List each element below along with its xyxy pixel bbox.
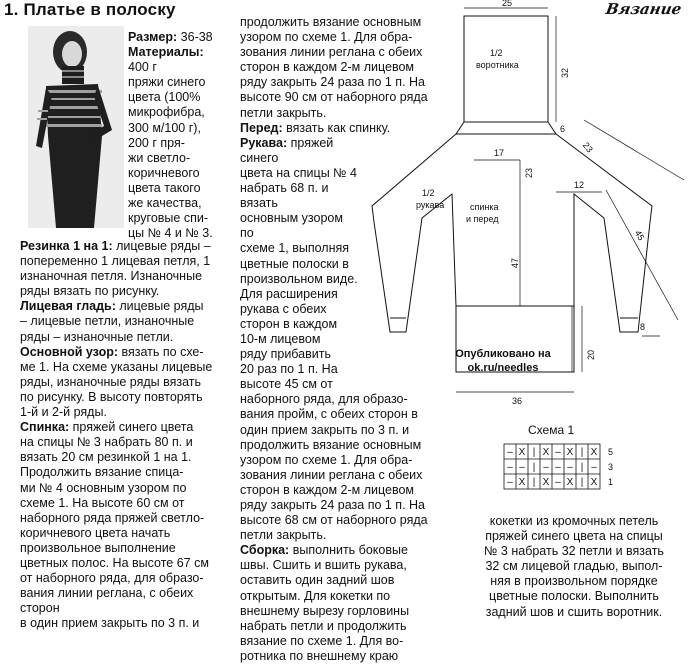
schema-row-number: 5 [608,447,614,457]
main-pattern-text: по рисунку. В высоту повторять [20,389,203,404]
assembly-text: вязание по схеме 1. Для во- [240,633,404,648]
collar-text: цветные полоски. Выполнить [489,589,659,604]
collar-label: 1/2 [490,48,503,58]
schema-cell: X [566,477,574,488]
assembly-text: выполнить боковые [289,543,408,558]
sleeve-text: цвета на спицы № 4 [240,165,357,180]
materials-line: цвета (100% [128,90,201,105]
front-text: вязать как спинку. [282,120,391,135]
schema-cell: X [566,447,574,458]
sleeve-text: рукава с обеих [240,301,327,316]
model-photo-illustration [28,26,124,228]
rib-label: Резинка 1 на 1: [20,239,113,253]
dim-cuff: 8 [640,322,646,332]
instructions-column-1 [20,239,233,631]
schema-row-number: 3 [608,462,614,472]
main-pattern-label: Основной узор: [20,344,119,359]
collar-text: кокетки из кромочных петель [489,514,659,528]
assembly-text: открытым. Для кокетки по [240,588,391,603]
collar-text: 32 см лицевой гладью, выпол- [485,559,663,574]
materials-line: жи светло- [128,150,191,165]
published-note [452,347,554,375]
schema-cell: X [590,447,598,458]
rib-text: лицевые ряды – [112,239,211,253]
sleeve-text: цветные полоски в [240,256,349,271]
sleeve-text: узором по схеме 1. Для обра- [240,452,413,467]
schema-grid [498,442,638,492]
dim-hem-width: 36 [512,396,523,406]
sleeve-text: ряду закрыть 24 раза по 1 п. На [240,498,426,512]
back-continued-text: ряду закрыть 24 раза по 1 п. На [240,75,426,90]
yoke-piece [456,122,556,134]
schema-cell: – [555,462,561,473]
schema-cell: X [590,477,598,488]
materials-line: 400 г [128,60,157,75]
stockinette-text: – лицевые петли, изнаночные [20,314,195,329]
stockinette-text: лицевые ряды [115,299,204,314]
sleeve-text: пряжей синего [240,135,334,165]
materials-line: 200 г пря- [128,135,185,150]
page-title: 1. Платье в полоску [4,0,176,19]
sleeve-text: ряду прибавить [240,347,331,362]
assembly-text: швы. Сшить и вшить рукава, [240,558,407,573]
back-text: наборного ряда пряжей светло- [20,510,205,525]
rib-text: изнаночная петля. Изнаночные [20,269,203,284]
assembly-text: набрать петли и продолжить [240,618,407,633]
size-label: Размер: [128,30,178,44]
sleeve-text: 10-м лицевом [240,331,321,346]
front-label: Перед: [240,120,283,135]
assembly-text: внешнему вырезу горловины [240,603,410,618]
sleeve-text: основным узором по [240,211,343,241]
collar-text: няя в произвольном порядке [490,574,658,589]
back-text: коричневого цвета начать [20,525,171,540]
sleeve-label: Рукава: [240,135,288,150]
schema-cell: – [519,462,525,473]
collar-text: № 3 набрать 32 петли и вязать [484,544,664,559]
schema-cell: – [543,462,549,473]
model-photo [28,26,124,228]
sleeve-diagram-label: рукава [416,200,445,210]
materials-line: круговые спи- [128,211,208,226]
intro-column [128,30,238,241]
collar-label: воротника [476,60,519,70]
sleeve-text: набрать 68 п. и вязать [240,181,329,211]
schema-cell: – [507,477,513,488]
materials-line: цы № 4 и № 3. [128,226,213,241]
main-pattern-text: ряды, изнаночные ряды вязать [20,374,202,389]
back-text: в один прием закрыть по 3 п. и [20,616,200,631]
schema-cell: – [555,447,561,458]
sleeve-text: зования линии реглана с обеих [240,467,423,482]
stockinette-text: ряды – изнаночные петли. [20,329,174,344]
sleeve-text: продолжить вязание основным [240,437,422,452]
dim-body-length: 47 [510,257,520,268]
schema-title: Схема 1 [528,423,575,437]
back-continued-text: петли закрыть. [240,105,327,120]
dim-sleeve-upper: 12 [574,180,585,190]
sleeve-narrow-block [240,136,358,393]
sleeve-text: сторон в каждом 2-м лицевом [240,482,415,497]
back-text: от наборного ряда, для образо- [20,571,204,586]
schema-cell: – [555,477,561,488]
sleeve-text: сторон в каждом [240,316,338,331]
rib-text: попеременно 1 лицевая петля, 1 [20,254,211,269]
materials-line: пряжи синего [128,75,206,90]
dim-half-top: 17 [494,148,505,158]
size-line [128,30,238,45]
dim-sleeve-length: 45 [632,228,647,243]
body-diagram-label: и перед [466,214,499,224]
back-continued-text: высоте 90 см от наборного ряда [240,90,428,105]
back-continued-text: сторон в каждом 2-м лицевом [240,60,415,75]
instructions-column-3 [463,514,685,620]
published-line: Опубликовано на [455,348,551,360]
sleeve-text: один прием закрыть по 3 п. и [240,422,410,437]
back-text: Продолжить вязание спица- [20,465,184,480]
schema-cell: | [532,477,536,488]
schema-cell: | [532,462,536,473]
assembly-label: Сборка: [240,543,290,558]
back-text: на спицы № 3 набрать 80 п. и [20,435,193,450]
back-continued-text: зования линии реглана с обеих [240,45,423,60]
sleeve-text: схеме 1, выполняя [240,241,350,256]
schema-cell: X [542,447,550,458]
dim-collar-width: 25 [502,0,513,8]
collar-text: пряжей синего цвета на спицы [485,529,663,544]
sleeve-text: петли закрыть. [240,528,327,543]
schema-cell: X [518,477,526,488]
schema-cell: | [580,462,584,473]
sleeve-diagram-label: 1/2 [422,188,435,198]
back-continued-text: продолжить вязание основным [240,15,422,29]
sleeve-text: произвольном виде. [240,271,358,286]
back-text: схеме 1. На высоте 60 см от [20,495,185,510]
dim-body-raglan: 23 [524,167,534,178]
schema-cell: – [507,447,513,458]
schema-cell: – [507,462,513,473]
schema-cell: X [542,477,550,488]
back-text: ми № 4 основным узором по [20,480,187,495]
schema-cell: | [580,477,584,488]
back-text: произвольное выполнение [20,540,176,555]
stockinette-label: Лицевая гладь: [20,299,116,314]
materials-line: коричневого [128,165,200,180]
sleeve-text: наборного ряда, для образо- [240,392,408,407]
materials-label: Материалы: [128,45,204,60]
dim-raglan: 23 [580,140,595,155]
magazine-brand: Вязание [604,0,683,18]
dim-rib-height: 20 [586,349,596,360]
back-label: Спинка: [20,420,70,435]
back-continued-text: узором по схеме 1. Для обра- [240,30,413,45]
main-pattern-text: вязать по схе- [118,344,204,359]
body-diagram-label: спинка [470,202,499,212]
sleeve-text: 20 раз по 1 п. На [240,362,338,377]
materials-line: цвета такого [128,180,201,195]
published-line: ok.ru/needles [467,362,539,374]
rib-text: ряды вязать по рисунку. [20,284,160,299]
schema-cell: – [567,462,573,473]
sleeve-text: высоте 45 см от [240,377,333,392]
materials-line: микрофибра, [128,105,205,120]
schema-cell: | [532,447,536,458]
back-text: цветных полос. На высоте 67 см [20,555,209,570]
collar-text: задний шов и сшить воротник. [485,604,663,619]
assembly-text: ротника по внешнему краю [240,648,399,663]
schema-row-number: 1 [608,477,614,487]
dim-line [584,120,684,180]
dim-collar-height: 32 [560,67,570,78]
dim-yoke: 6 [560,124,566,134]
schema-cell: – [591,462,597,473]
size-value: 36-38 [177,30,213,44]
dim-line [606,190,678,320]
back-text: вания линии реглана, с обеих сторон [20,586,194,616]
back-text: пряжей синего цвета [69,420,194,435]
garment-outline [372,134,652,332]
main-pattern-text: ме 1. На схеме указаны лицевые [20,359,213,374]
materials-line: 300 м/100 г), [128,120,201,135]
schema-cell: | [580,447,584,458]
sleeve-text: высоте 68 см от наборного ряда [240,513,428,528]
assembly-text: оставить один задний шов [240,573,395,588]
sleeve-text: вания пройм, с обеих сторон в [240,407,418,422]
main-pattern-text: 1-й и 2-й ряды. [20,405,107,420]
schema-cell: X [518,447,526,458]
back-text: вязать 20 см резинкой 1 на 1. [20,450,192,465]
sleeve-text: Для расширения [240,286,338,301]
materials-line: же качества, [128,196,202,211]
